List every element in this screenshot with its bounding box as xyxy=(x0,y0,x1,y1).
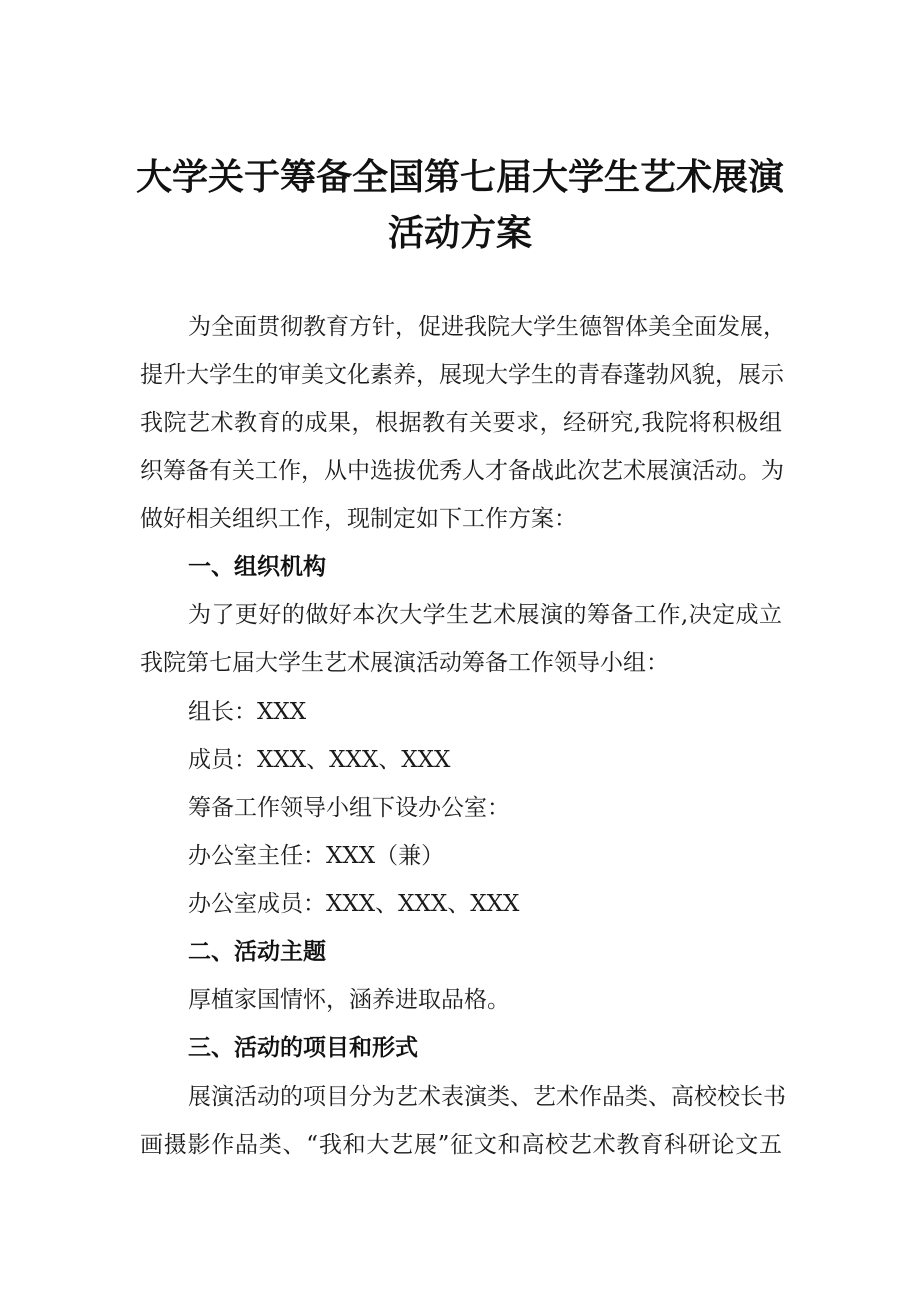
section-heading-organization: 一、组织机构 xyxy=(188,554,326,580)
section-heading-projects: 三、活动的项目和形式 xyxy=(188,1035,418,1061)
group-leader: 组长：XXX xyxy=(188,699,307,725)
section1-paragraph-line: 为了更好的做好本次大学生艺术展演的筹备工作,决定成立 xyxy=(188,602,782,628)
intro-line: 提升大学生的审美文化素养，展现大学生的青春蓬勃风貌，展示 xyxy=(140,362,784,388)
office-intro: 筹备工作领导小组下设办公室： xyxy=(188,795,510,821)
theme-text: 厚植家国情怀，涵养进取品格。 xyxy=(188,987,510,1013)
intro-line: 织筹备有关工作，从中选拔优秀人才备战此次艺术展演活动。为 xyxy=(140,458,784,484)
section1-paragraph-line: 我院第七届大学生艺术展演活动筹备工作领导小组： xyxy=(140,650,669,676)
group-members: 成员：XXX、XXX、XXX xyxy=(188,747,451,773)
section3-paragraph-line: 画摄影作品类、“我和大艺展”征文和高校艺术教育科研论文五 xyxy=(140,1132,782,1158)
intro-line: 我院艺术教育的成果，根据教有关要求，经研究,我院将积极组 xyxy=(140,410,782,436)
section-heading-theme: 二、活动主题 xyxy=(188,939,326,965)
section3-paragraph-line: 展演活动的项目分为艺术表演类、艺术作品类、高校校长书 xyxy=(188,1084,786,1110)
office-members: 办公室成员：XXX、XXX、XXX xyxy=(188,891,520,917)
intro-line: 做好相关组织工作，现制定如下工作方案： xyxy=(140,506,577,532)
intro-line: 为全面贯彻教育方针，促进我院大学生德智体美全面发展， xyxy=(188,314,786,340)
document-title-line-1: 大学关于筹备全国第七届大学生艺术展演 xyxy=(135,157,784,198)
office-director: 办公室主任：XXX（兼） xyxy=(188,843,445,869)
document-title-line-2: 活动方案 xyxy=(387,213,532,254)
